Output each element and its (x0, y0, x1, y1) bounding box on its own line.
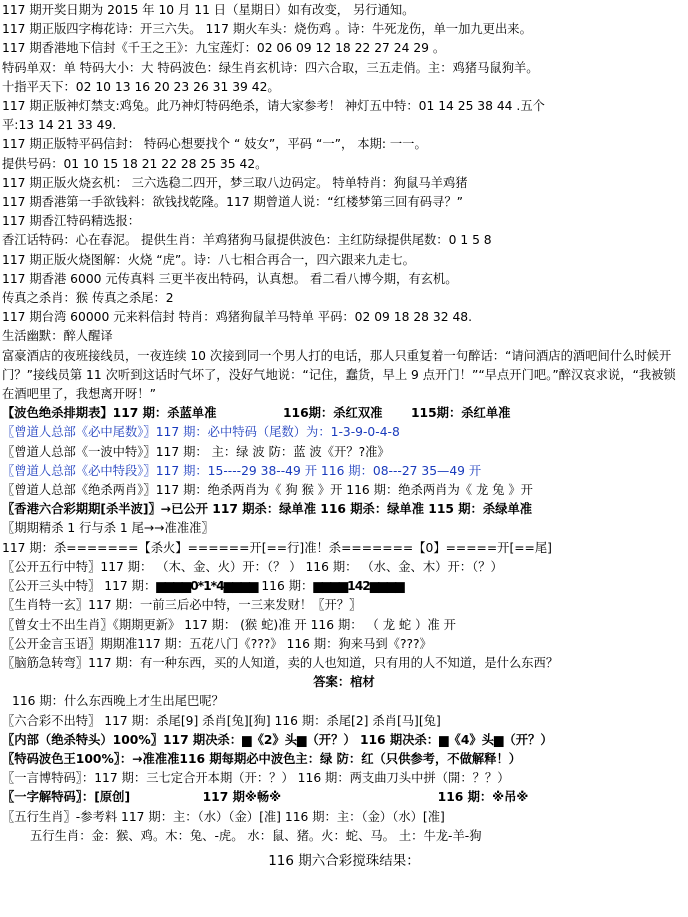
line-10: 117 期正版火烧玄机： 三六选稳二四开，梦三取八边码定。 特单特肖：狗鼠马羊鸡猪 (2, 175, 468, 190)
row-brain-teaser: 〖脑筋急转弯〗117 期：有一种东西，买的人知道，卖的人也知道，只有用的人不知道，是什么东西？ (2, 655, 559, 670)
row-tail-number: 〖曾道人总部《必中尾数》〗117 期：必中特码（尾数）为：1-3-9-0-4-8 (2, 425, 400, 440)
line-2: 117 期正版四字梅花诗：开三六失。 117 期火车头：烧伤鸡 。诗：牛死龙伤，单一加九更出来。 (2, 22, 532, 37)
line-18: 生活幽默：醉人醒译 (2, 329, 113, 344)
row-five-elem-zodiac: 〖五行生肖〗-参考料 117 期：主：（水）（金）[准] 116 期：主：（金）（水）[准] (2, 809, 445, 824)
one-char-117: 117 期※畅※ (202, 790, 282, 805)
row-ms-zodiac: 〖曾女士不出生肖〗《期期更新》 117 期： (猴 蛇)准 开 116 期： （ 龙 蛇 ）准 开 (2, 617, 456, 632)
row-wave-color-kill (2, 404, 686, 423)
row-five-elements: 〖公开五行中特〗117 期： （木、金、火）开：（？ ） 116 期： （水、金、木）开：（？） (2, 559, 503, 574)
line-16: 传真之杀肖：猴 传真之杀尾：2 (2, 291, 174, 306)
line-1: 117 期开奖日期为 2015 年 10 月 11 日（星期日）如有改变， 另行通知。 (2, 3, 415, 17)
line-6: 117 期正版神灯禁支:鸡兔。此乃神灯特码绝杀，请大家参考！ 神灯五中特：01 14 25 38 44 .五个 (2, 99, 545, 114)
line-3: 117 期香港地下信封《千王之王》：九宝莲灯：02 06 09 12 18 22 27 24 29 。 (2, 41, 446, 56)
row-wave-king: 〖特码波色王100%〗：→准准准116 期每期必中波色主：绿 防：红（只供参考，不做解释！） (2, 751, 522, 766)
line-13: 香江话特码：心在春泥。 提供生肖：羊鸡猪狗马鼠提供波色：主红防绿提供尾数：0 1 5 8 (2, 233, 492, 248)
line-5: 十指平天下：02 10 13 16 20 23 26 31 39 42。 (2, 79, 280, 94)
row-one-char (2, 788, 686, 807)
row-zodiac-mystery: 〖生肖特一玄〗117 期：一前三后必中特，一三来发财！〖开？〗 (2, 598, 362, 613)
line-17: 117 期台湾 60000 元来料信封 特肖：鸡猪狗鼠羊马特单 平码：02 09 18 28 32 48. (2, 310, 473, 325)
three-head-116-label: 116 期： (257, 579, 314, 594)
three-head-117-value: ▆▆▆▆0*1*4▆▆▆▆ (156, 579, 258, 594)
row-one-word: 〖一言博特码〗：117 期：三七定合开本期（开：？） 116 期：两支曲刀头中拼（開：？？） (2, 771, 510, 786)
row-three-head (2, 577, 686, 596)
row-wave-color-mid: 116期：杀红双准 (282, 406, 383, 421)
inner-kill-117: ▆《2》头▆（开？） 116 期决杀： (242, 732, 440, 747)
line-8: 117 期正版特平码信封： 特码心想要找个 “ 妓女”，平码 “一”， 本期: 一一。 (2, 137, 427, 152)
one-char-116: 116 期：※吊※ (437, 790, 529, 805)
line-4: 特码单双：单 特码大小：大 特码波色：绿生肖玄机诗：四六合取，三五走俏。主：鸡猪马鼠狗羊。 (2, 60, 539, 75)
row-kill-line-tail: 〖期期精杀 1 行与杀 1 尾→→准准准〗 (2, 521, 214, 536)
row-half-wave: 〖香港六合彩期期[杀半波]〗→已公开 117 期杀：绿单准 116 期杀：绿单准 115 期：杀绿单准 (2, 502, 533, 517)
one-char-label: 〖一字解特码〗：[原创] (2, 790, 131, 805)
row-segment: 〖曾道人总部《必中特段》〗117 期：15----29 38--49 开 116 期：08---27 35—49 开 (2, 463, 482, 478)
inner-kill-116: ▆《4》头▆（开？） (439, 732, 553, 747)
row-wave-color-head: 【波色绝杀排期表】117 期：杀蓝单准 (2, 406, 217, 421)
row-wave-color-tail: 115期：杀红单准 (410, 406, 511, 421)
row-golden-words: 〖公开金言玉语〗期期准117 期：五花八门《???》 116 期：狗来马到《???》 (2, 636, 432, 651)
humor-story: 富豪酒店的夜班接线员，一夜连续 10 次接到同一个男人打的电话，那人只重复着一句醉话：“请问酒店的酒吧间什么时候开门？”接线员第 11 次听到这话时气坏了，没好气地说：“记住，蠢货，早上 9 点开门！”“早点开门吧。”醉汉哀求说，“我被锁在酒吧里了，我想离开呀！” (2, 348, 676, 402)
three-head-label: 〖公开三头中特〗 117 期： (2, 579, 157, 594)
footer-results: 116 期六合彩搅珠结果： (268, 852, 420, 869)
line-9: 提供号码：01 10 15 18 21 22 28 25 35 42。 (2, 156, 268, 171)
line-12: 117 期香江特码精选报： (2, 214, 141, 229)
row-no-special: 〖六合彩不出特〗 117 期：杀尾[9] 杀肖[兔][狗] 116 期：杀尾[2] 杀肖[马][兔] (2, 713, 441, 728)
line-7: 平:13 14 21 33 49. (2, 118, 117, 133)
line-11: 117 期香港第一手欲钱料：欲钱找乾隆。117 期曾道人说：“红楼梦第三回有码寻？” (2, 195, 464, 210)
row-inner-kill (2, 731, 686, 750)
row-kill-fire: 117 期：杀=======【杀火】======开[==行]准！杀=======【0】=====开[==尾] (2, 540, 552, 555)
answer: 答案：棺材 (313, 675, 375, 690)
inner-kill-label: 〖内部（绝杀特头）100%〗117 期决杀： (2, 732, 243, 747)
three-head-116-value: ▆▆▆▆142▆▆▆▆ (313, 579, 404, 594)
line-14: 117 期正版火烧图解：火烧 “虎”。诗：八七相合再合一，四六跟来九走七。 (2, 252, 415, 267)
line-15: 117 期香港 6000 元传真料 三更半夜出特码，认真想。 看二看八博今期，有玄机。 (2, 271, 458, 286)
row-one-wave: 〖曾道人总部《一波中特》〗117 期： 主：绿 波 防：蓝 波《开？?准》 (2, 444, 390, 459)
row-two-zodiac: 〖曾道人总部《绝杀两肖》〗117 期：绝杀两肖为《 狗 猴 》开 116 期：绝杀两肖为《 龙 兔 》开 (2, 483, 533, 498)
row-five-elem-list: 五行生肖：金：猴、鸡。木：兔、-虎。 水：鼠、猪。火：蛇、马。 土：牛龙-羊-狗 (30, 828, 482, 843)
question-116: 116 期：什么东西晚上才生出尾巴呢？ (12, 694, 224, 709)
